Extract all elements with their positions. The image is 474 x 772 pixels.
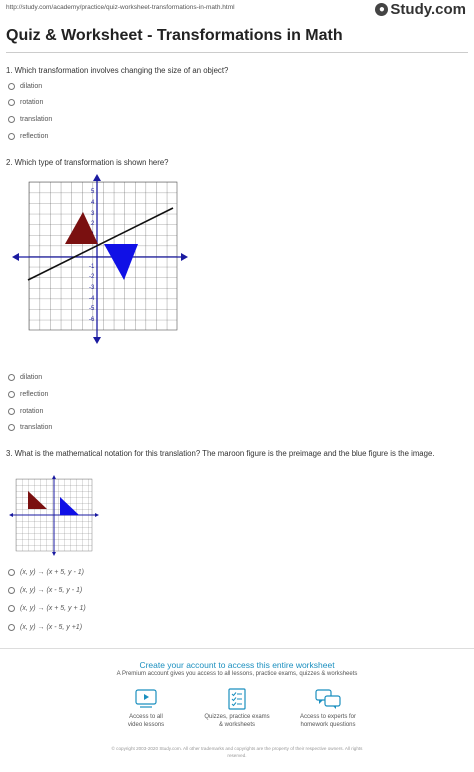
question-1-text: 1. Which transformation involves changing the size of an object? (6, 66, 229, 75)
video-lesson-icon (132, 688, 160, 710)
radio-button[interactable] (8, 374, 15, 381)
chat-experts-icon (314, 688, 342, 710)
y-axis-arrow-top (52, 475, 56, 479)
radio-button[interactable] (8, 133, 15, 140)
x-axis-arrow-right (95, 513, 99, 517)
q2-option-4[interactable]: translation (8, 424, 52, 431)
y-axis-arrow-top (93, 174, 101, 181)
q2-option-2[interactable]: reflection (8, 391, 48, 398)
q3-option-2[interactable]: (x, y) → (x - 5, y - 1) (8, 587, 82, 594)
question-2-text: 2. Which type of transformation is shown here? (6, 158, 169, 167)
tick-label: 5 (91, 189, 95, 195)
tick-label: -2 (89, 274, 95, 280)
q2-option-1[interactable]: dilation (8, 374, 42, 381)
radio-button[interactable] (8, 424, 15, 431)
feature-quizzes: Quizzes, practice exams & worksheets (192, 688, 282, 729)
graph-grid (29, 182, 177, 330)
tick-label: 3 (91, 211, 95, 217)
radio-button[interactable] (8, 605, 15, 612)
copyright-footer: © copyright 2003-2020 Study.com. All other trademarks and copyrights are the property of their respective owners. All rights reserved. (111, 746, 363, 758)
cta-title[interactable]: Create your account to access this entire worksheet (139, 660, 335, 670)
y-axis-arrow-bottom (93, 337, 101, 344)
logo-mark-icon: ● (375, 3, 388, 16)
page-url: http://study.com/academy/practice/quiz-worksheet-transformations-in-math.html (6, 4, 235, 11)
y-axis-arrow-bottom (52, 552, 56, 556)
radio-button[interactable] (8, 116, 15, 123)
q3-option-4[interactable]: (x, y) → (x - 5, y +1) (8, 624, 82, 631)
q3-option-1[interactable]: (x, y) → (x + 5, y - 1) (8, 569, 84, 576)
radio-button[interactable] (8, 83, 15, 90)
tick-label: -4 (89, 296, 95, 302)
q3-option-3[interactable]: (x, y) → (x + 5, y + 1) (8, 605, 86, 612)
q1-option-1[interactable]: dilation (8, 83, 42, 90)
x-axis-arrow-left (9, 513, 13, 517)
tick-label: -5 (89, 306, 95, 312)
q1-option-2[interactable]: rotation (8, 99, 43, 106)
radio-button[interactable] (8, 587, 15, 594)
x-axis-arrow-right (181, 253, 188, 261)
radio-button[interactable] (8, 569, 15, 576)
tick-label: -6 (89, 317, 95, 323)
radio-button[interactable] (8, 391, 15, 398)
tick-label: -1 (89, 264, 95, 270)
q1-option-4[interactable]: reflection (8, 133, 48, 140)
radio-button[interactable] (8, 99, 15, 106)
feature-experts: Access to experts for homework questions (283, 688, 373, 729)
x-axis-arrow-left (12, 253, 19, 261)
question-2-graph (10, 172, 192, 348)
tick-label: -3 (89, 285, 95, 291)
checklist-icon (223, 688, 251, 710)
study-logo[interactable] (375, 1, 466, 18)
question-3-text: 3. What is the mathematical notation for this translation? The maroon figure is the preimage and the blue figure is the image. (6, 449, 435, 458)
q2-option-3[interactable]: rotation (8, 408, 43, 415)
feature-video-lessons: Access to all video lessons (101, 688, 191, 729)
title-divider (6, 52, 468, 53)
tick-label: 4 (91, 200, 95, 206)
radio-button[interactable] (8, 624, 15, 631)
question-3-graph (8, 475, 100, 557)
radio-button[interactable] (8, 408, 15, 415)
page-title: Quiz & Worksheet - Transformations in Math (6, 27, 343, 44)
cta-subtitle: A Premium account gives you access to all lessons, practice exams, quizzes & worksheets (116, 671, 358, 677)
logo-text: Study.com (390, 1, 466, 18)
tick-label: 2 (91, 221, 95, 227)
q1-option-3[interactable]: translation (8, 116, 52, 123)
